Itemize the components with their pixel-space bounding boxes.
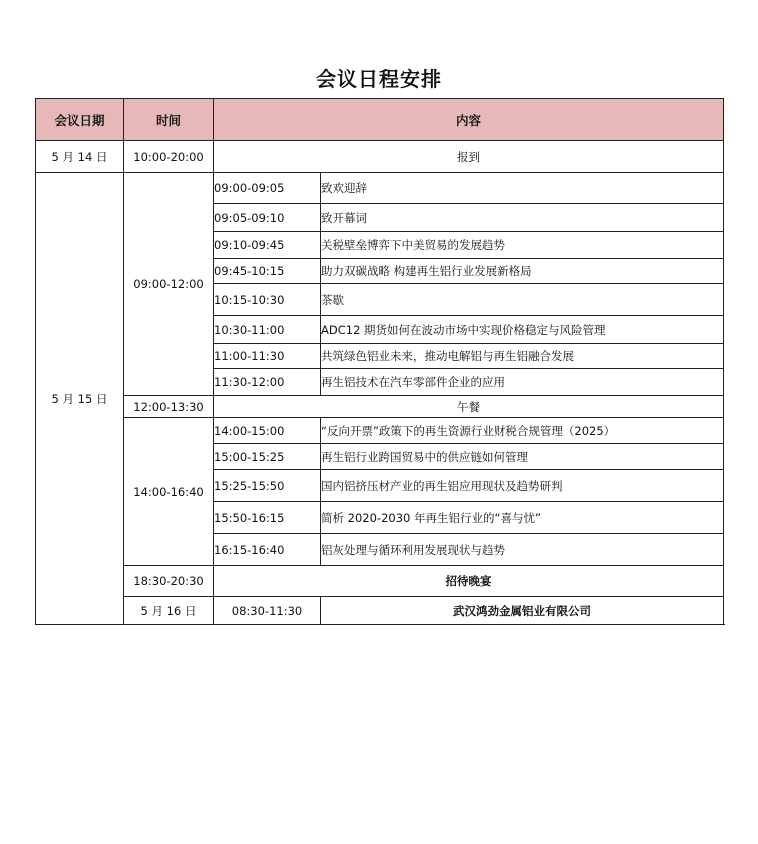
content-cell: 招待晚宴	[214, 566, 724, 597]
item-time: 14:00-15:00	[214, 418, 321, 444]
item-time: 11:00-11:30	[214, 344, 321, 369]
session-time-cell: 14:00-16:40	[124, 418, 214, 566]
table-row	[36, 141, 724, 173]
item-content: 再生铝行业跨国贸易中的供应链如何管理	[321, 444, 724, 470]
table-row	[36, 566, 724, 597]
item-content: 助力双碳战略 构建再生铝行业发展新格局	[321, 259, 724, 284]
content-cell: 武汉鸿劲金属铝业有限公司	[321, 597, 724, 625]
item-time: 09:10-09:45	[214, 232, 321, 259]
header-time: 时间	[124, 99, 214, 141]
table-row	[36, 173, 724, 204]
item-content: 致欢迎辞	[321, 173, 724, 204]
header-row	[36, 99, 724, 141]
item-content: 致开幕词	[321, 204, 724, 232]
item-time: 09:05-09:10	[214, 204, 321, 232]
item-time: 16:15-16:40	[214, 534, 321, 566]
date-cell: 5 月 16 日	[124, 597, 214, 625]
table-row	[36, 597, 724, 625]
page-title: 会议日程安排	[316, 67, 442, 91]
item-content: 共筑绿色铝业未来，推动电解铝与再生铝融合发展	[321, 344, 724, 369]
session-time-cell: 09:00-12:00	[124, 173, 214, 396]
item-content: “反向开票”政策下的再生资源行业财税合规管理（2025）	[321, 418, 724, 444]
table-row	[36, 418, 724, 444]
header-content: 内容	[214, 99, 724, 141]
content-cell: 午餐	[214, 396, 724, 418]
item-time: 15:25-15:50	[214, 470, 321, 502]
item-time: 09:45-10:15	[214, 259, 321, 284]
item-content: 简析 2020-2030 年再生铝行业的“喜与忧”	[321, 502, 724, 534]
time-cell: 10:00-20:00	[124, 141, 214, 173]
time-cell: 12:00-13:30	[124, 396, 214, 418]
date-cell: 5 月 15 日	[36, 173, 124, 625]
time-cell: 08:30-11:30	[214, 597, 321, 625]
item-content: 关税壁垒博弈下中美贸易的发展趋势	[321, 232, 724, 259]
header-date: 会议日期	[36, 99, 124, 141]
date-cell: 5 月 14 日	[36, 141, 124, 173]
item-content: 再生铝技术在汽车零部件企业的应用	[321, 369, 724, 396]
item-time: 10:30-11:00	[214, 316, 321, 344]
item-content: 国内铝挤压材产业的再生铝应用现状及趋势研判	[321, 470, 724, 502]
item-time: 15:50-16:15	[214, 502, 321, 534]
content-cell: 报到	[214, 141, 724, 173]
table-row	[36, 396, 724, 418]
schedule-table	[35, 98, 724, 625]
item-content: 茶歇	[321, 284, 724, 316]
item-content: 铝灰处理与循环利用发展现状与趋势	[321, 534, 724, 566]
item-time: 15:00-15:25	[214, 444, 321, 470]
item-content: ADC12 期货如何在波动市场中实现价格稳定与风险管理	[321, 316, 724, 344]
item-time: 09:00-09:05	[214, 173, 321, 204]
item-time: 11:30-12:00	[214, 369, 321, 396]
item-time: 10:15-10:30	[214, 284, 321, 316]
time-cell: 18:30-20:30	[124, 566, 214, 597]
